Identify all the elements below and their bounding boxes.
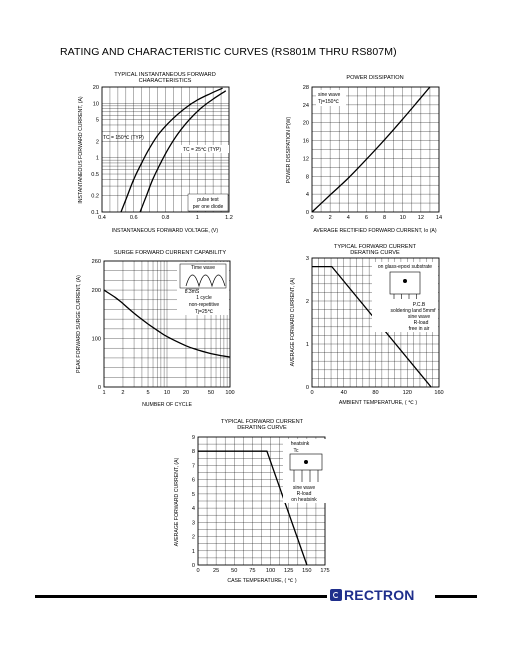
x-tick-label: 50 [231,568,238,574]
annotation-r-load: R-load [296,491,312,497]
x-tick-label: 100 [265,568,276,574]
y-tick-label: 260 [91,259,101,265]
y-axis-label: POWER DISSIPATION P(W) [286,116,292,184]
y-tick-label: 5 [95,117,99,124]
annotation-sine-wave: sine wave [292,485,316,491]
chart-power-dissipation [286,75,442,234]
annotation-per-diode: per one diode [192,204,224,210]
footer-rule-left [35,595,327,598]
y-tick-label: 2 [191,534,195,541]
y-tick-label: 0 [191,563,195,569]
rectron-logo-icon [330,589,342,601]
chart-title: TYPICAL INSTANTANEOUS FORWARD [114,72,216,78]
y-axis-label: AVERAGE FORWARD CURRENT, (A) [290,277,296,367]
annotation-sine-wave: sine wave [318,92,341,98]
x-tick-label: 40 [340,390,347,396]
y-tick-label: 0 [97,385,101,391]
y-tick-label: 12 [302,156,309,163]
x-tick-label: 0.8 [161,215,170,221]
chart-derating-ambient [290,244,444,406]
x-tick-label: 100 [225,390,235,396]
annotation-on-heatsink: on heatsink [291,497,317,503]
brand-logo [330,587,415,603]
annotation-substrate: on glass-epoxi substrate [377,264,433,270]
annotation-non-repetitive: non-repetitive [188,302,220,308]
x-tick-label: 0 [196,568,200,574]
x-tick-label: 0.6 [129,215,138,221]
x-tick-label: 125 [284,568,294,574]
mount-hole-icon [403,279,407,283]
x-tick-label: 10 [163,390,171,396]
annotation-pcb: P.C.B [412,302,426,308]
y-tick-label: 100 [91,336,101,343]
x-tick-label: 10 [399,215,406,221]
y-tick-label: 4 [191,506,195,513]
y-tick-label: 8 [191,449,195,456]
annotation-soldering: soldering land 5mmf [390,308,436,314]
x-tick-label: 50 [207,390,215,396]
x-tick-label: 25 [213,568,220,574]
x-tick-label: 150 [302,568,312,574]
x-tick-label: 12 [417,215,424,221]
x-tick-label: 4 [346,215,350,221]
y-tick-label: 16 [302,138,309,145]
y-tick-label: 0 [305,210,309,216]
y-axis-label: AVERAGE FORWARD CURRENT, (A) [174,457,180,547]
x-tick-label: 1 [102,390,106,396]
x-axis-label: AMBIENT TEMPERATURE, ( ℃ ) [338,400,418,406]
y-tick-label: 10 [92,101,99,108]
annotation-free-air: free in air [408,326,430,332]
annotation-heatsink: heatsink [290,441,310,447]
x-axis-label: INSTANTANEOUS FORWARD VOLTAGE, (V) [111,228,219,234]
annotation-tc25: TC = 25℃ (TYP) [183,147,221,153]
page-title: RATING AND CHARACTERISTIC CURVES (RS801M THRU RS807M) [60,46,397,58]
y-tick-label: 28 [302,85,309,91]
footer-rule-right [435,595,477,598]
chart-title: TYPICAL FORWARD CURRENT [220,419,304,425]
brand-name: RECTRON [344,587,415,603]
annotation-tc: Tc [293,448,299,454]
annotation-sine-wave: sine wave [407,314,431,320]
y-tick-label: 3 [191,520,195,527]
y-tick-label: 20 [302,120,309,127]
x-tick-label: 0 [310,215,314,221]
y-tick-label: 0.2 [91,193,99,200]
x-axis-label: NUMBER OF CYCLE [142,402,192,408]
y-tick-label: 0.1 [91,210,99,216]
annotation-period: 8.3mS [184,289,200,295]
chart-title: SURGE FORWARD CURRENT CAPABILITY [113,250,227,256]
chart-title: DERATING CURVE [237,425,287,431]
x-tick-label: 1 [195,215,199,221]
x-tick-label: 0 [310,390,314,396]
x-tick-label: 175 [320,568,330,574]
y-axis-label: INSTANTANEOUS FORWARD CURRENT, (A) [78,96,84,204]
mount-hole-icon [304,460,308,464]
annotation-tc150: TC = 150℃ (TYP) [103,135,144,141]
x-tick-label: 80 [372,390,379,396]
y-tick-label: 1 [191,548,195,555]
annotation-tj: Tj=25℃ [194,309,214,315]
y-tick-label: 5 [191,491,195,498]
chart-title: CHARACTERISTICS [138,78,192,84]
y-axis-label: PEAK FORWARD SURGE CURRENT, (A) [76,275,82,373]
y-tick-label: 24 [302,102,309,109]
x-tick-label: 75 [249,568,256,574]
chart-surge-current [76,250,235,408]
x-tick-label: 120 [402,390,412,396]
y-tick-label: 2 [95,139,99,146]
chart-title: TYPICAL FORWARD CURRENT [333,244,417,250]
x-tick-label: 160 [434,390,444,396]
x-tick-label: 8 [383,215,387,221]
x-tick-label: 20 [182,390,190,396]
x-tick-label: 1.2 [225,215,233,221]
y-tick-label: 2 [305,299,309,305]
x-axis-label: CASE TEMPERATURE, ( ℃ ) [227,578,297,584]
y-tick-label: 1 [95,155,99,162]
chart-derating-case [174,419,330,584]
y-tick-label: 4 [305,192,309,199]
annotation-pulse-test: pulse test [197,197,219,203]
x-tick-label: 2 [121,390,125,396]
chart-forward-characteristics [78,72,233,234]
y-tick-label: 0.5 [91,172,99,179]
y-tick-label: 9 [191,435,195,441]
y-tick-label: 20 [92,85,99,91]
y-tick-label: 3 [305,256,309,262]
chart-title: DERATING CURVE [350,250,400,256]
annotation-time-wave: Time wave [191,265,215,271]
y-tick-label: 1 [305,342,309,348]
x-tick-label: 6 [364,215,368,221]
x-tick-label: 5 [146,390,150,396]
y-tick-label: 0 [305,385,309,391]
x-axis-label: AVERAGE RECTIFIED FORWARD CURRENT, Io (A) [313,228,437,234]
annotation-r-load: R-load [413,320,429,326]
chart-title: POWER DISSIPATION [346,75,404,81]
y-tick-label: 8 [305,174,309,181]
y-tick-label: 6 [191,477,195,484]
y-tick-label: 200 [91,288,101,295]
x-tick-label: 0.4 [98,215,106,221]
x-tick-label: 14 [435,215,443,221]
y-tick-label: 7 [191,463,195,470]
annotation-one-cycle: 1 cycle [196,295,212,301]
annotation-tj: Tj=150℃ [318,99,340,105]
x-tick-label: 2 [328,215,332,221]
